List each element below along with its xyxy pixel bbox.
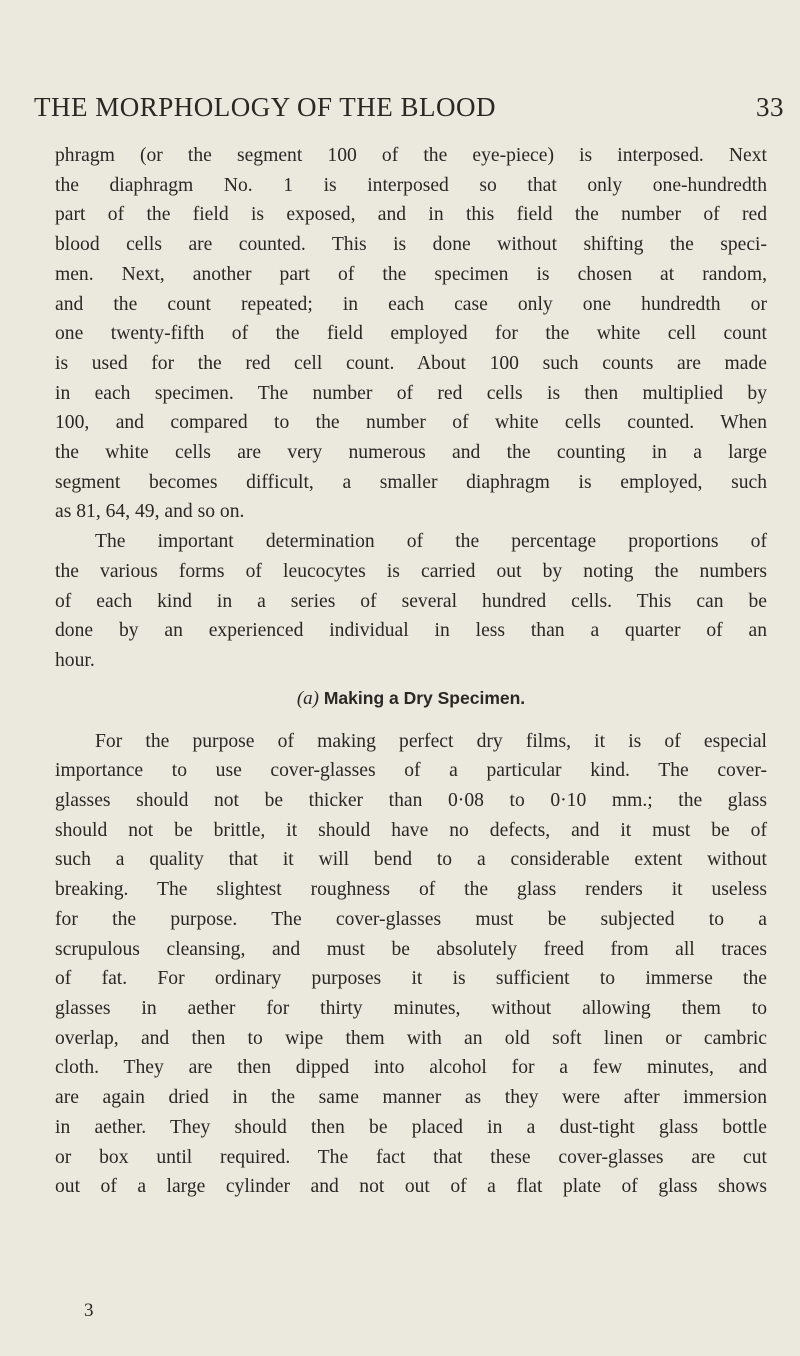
text-line: the various forms of leucocytes is carried out by noting the numbers — [55, 560, 767, 582]
text-line: 100, and compared to the number of white cells counted. When — [55, 412, 767, 434]
body-text — [55, 141, 767, 1202]
text-line: overlap, and then to wipe them with an old soft linen or cambric — [55, 1027, 767, 1049]
text-line: for the purpose. The cover-glasses must be subjected to a — [55, 908, 767, 930]
section-heading — [55, 684, 767, 713]
signature-mark: 3 — [84, 1300, 94, 1321]
text-line: blood cells are counted. This is done without shifting the speci- — [55, 234, 767, 256]
text-line: the diaphragm No. 1 is interposed so that only one-hundredth — [55, 174, 767, 196]
text-line: of fat. For ordinary purposes it is sufficient to immerse the — [55, 968, 767, 990]
text-line: breaking. The slightest roughness of the glass renders it useless — [55, 879, 767, 901]
text-line: segment becomes difficult, a smaller diaphragm is employed, such — [55, 471, 767, 493]
text-line: as 81, 64, 49, and so on. — [55, 501, 245, 523]
section-title: Making a Dry Specimen. — [323, 687, 526, 708]
text-line: The important determination of the percentage proportions of — [95, 531, 767, 553]
text-line: in aether. They should then be placed in a dust-tight glass bottle — [55, 1116, 767, 1138]
text-line: cloth. They are then dipped into alcohol for a few minutes, and — [55, 1057, 767, 1079]
section-marker: (a) — [296, 687, 319, 709]
text-line: For the purpose of making perfect dry films, it is of especial — [95, 730, 767, 752]
text-line: phragm (or the segment 100 of the eye-piece) is interposed. Next — [55, 145, 767, 166]
paragraph-leucocyte-proportions — [55, 527, 767, 676]
text-line: out of a large cylinder and not out of a flat plate of glass shows — [55, 1176, 767, 1198]
text-line: is used for the red cell count. About 100 such counts are made — [55, 352, 767, 374]
text-line: in each specimen. The number of red cells is then multiplied by — [55, 382, 767, 404]
text-line: done by an experienced individual in less than a quarter of an — [55, 620, 767, 642]
running-title: THE MORPHOLOGY OF THE BLOOD — [34, 92, 497, 122]
text-line: should not be brittle, it should have no defects, and it must be of — [55, 819, 767, 841]
paragraph-counting-method — [55, 141, 767, 527]
text-line: glasses should not be thicker than 0·08 to 0·10 mm.; the glass — [55, 790, 767, 812]
text-line: importance to use cover-glasses of a particular kind. The cover- — [55, 760, 767, 782]
text-line: one twenty-fifth of the field employed for the white cell count — [55, 323, 767, 345]
text-line: hour. — [55, 649, 95, 671]
text-line: or box until required. The fact that these cover-glasses are cut — [55, 1146, 767, 1168]
text-line: are again dried in the same manner as they were after immersion — [55, 1087, 767, 1109]
text-line: glasses in aether for thirty minutes, without allowing them to — [55, 997, 767, 1019]
text-line: men. Next, another part of the specimen is chosen at random, — [55, 263, 767, 285]
text-line: the white cells are very numerous and the counting in a large — [55, 442, 767, 464]
text-line: scrupulous cleansing, and must be absolutely freed from all traces — [55, 938, 767, 960]
page-number: 33 — [756, 92, 784, 122]
text-line: part of the field is exposed, and in this field the number of red — [55, 204, 767, 226]
text-line: such a quality that it will bend to a considerable extent without — [55, 849, 767, 871]
text-line: of each kind in a series of several hundred cells. This can be — [55, 590, 767, 612]
text-line: and the count repeated; in each case only one hundredth or — [55, 293, 767, 315]
paragraph-dry-specimen — [55, 727, 767, 1202]
